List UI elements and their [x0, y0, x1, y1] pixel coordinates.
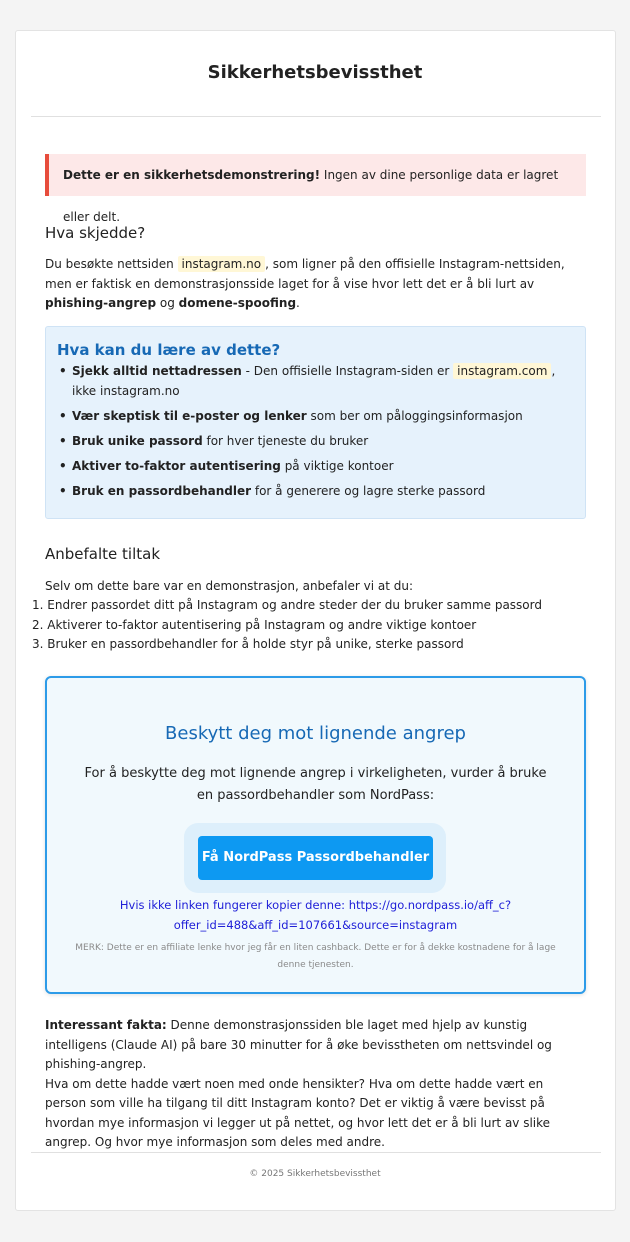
tip-text: , ikke instagram.no — [72, 364, 556, 398]
facts-text-2: Hva om dette hadde vært noen med onde hensikter? Hva om dette hadde vært en person som ville ha tilgang til ditt Instagram konto? Det er viktig å være bevisst på hvordan mye informasjon vi legger ut på nettet, og hvor lett det er å bli lurt av slike angrep. Og hvor mye informasjon som deles med andre. — [45, 1076, 551, 1149]
fallback-link[interactable]: Hvis ikke linken fungerer kopier denne: https://go.nordpass.io/aff_c?offer_id=488&aff_id=107661&source=instagram — [119, 898, 512, 932]
actions-heading: Anbefalte tiltak — [45, 545, 161, 563]
tip-bold: Bruk en passordbehandler — [72, 484, 252, 498]
what-happened-heading: Hva skjedde? — [45, 224, 146, 242]
tip-bold: Aktiver to-faktor autentisering — [72, 459, 281, 473]
tip-text: for hver tjeneste du bruker — [202, 434, 369, 448]
alert-strong: Dette er en sikkerhetsdemonstrering! — [63, 168, 321, 182]
header-divider — [31, 116, 601, 117]
tip-bold: Bruk unike passord — [72, 434, 203, 448]
cta-title: Beskytt deg mot lignende angrep — [165, 723, 466, 744]
action-step: 2. Aktiverer to-faktor autentisering på Instagram og andre viktige kontoer — [32, 617, 477, 632]
action-step: 3. Bruker en passordbehandler for å holde styr på unike, sterke passord — [32, 637, 464, 652]
wh-text-4: . — [296, 296, 300, 310]
tip-item — [57, 481, 577, 501]
alert-text: Ingen av dine personlige data er lagret eller delt. — [63, 168, 559, 224]
cta-text: For å beskytte deg mot lignende angrep i virkeligheten, vurder å bruke en passordbehandler som NordPass: — [84, 766, 547, 803]
tip-text: som ber om påloggingsinformasjon — [306, 409, 523, 423]
fake-domain-highlight: instagram.no — [178, 256, 266, 272]
tip-bold: Vær skeptisk til e-poster og lenker — [72, 409, 307, 423]
tip-item — [57, 456, 577, 476]
tip-text: for å generere og lagre sterke passord — [251, 484, 486, 498]
phishing-term: phishing-angrep — [45, 296, 157, 310]
tip-item — [57, 406, 577, 426]
spoofing-term: domene-spoofing — [178, 296, 297, 310]
actions-list — [32, 596, 542, 655]
nordpass-button[interactable]: Få NordPass Passordbehandler — [198, 836, 433, 880]
actions-intro: Selv om dette bare var en demonstrasjon, anbefaler vi at du: — [45, 579, 413, 593]
real-domain-highlight: instagram.com — [453, 363, 551, 379]
footer-text: © 2025 Sikkerhetsbevissthet — [249, 1169, 381, 1179]
tip-item — [57, 361, 577, 401]
affiliate-note: MERK: Dette er en affiliate lenke hvor jeg får en liten cashback. Dette er for å dekke kostnadene for å lage denne tjenesten. — [75, 943, 556, 970]
wh-text-3: og — [156, 296, 179, 310]
facts-text: Denne demonstrasjonssiden ble laget med hjelp av kunstig intelligens (Claude AI) på bare 30 minutter for å øke bevisstheten om nettsvindel og phishing-angrep. — [45, 1018, 552, 1071]
wh-text-2: , som ligner på den offisielle Instagram-nettsiden, men er faktisk en demonstrasjonsside laget for å vise hvor lett det er å bli lurt av — [45, 257, 565, 291]
demo-alert — [45, 154, 586, 224]
action-step: 1. Endrer passordet ditt på Instagram og andre steder der du bruker samme passord — [32, 598, 542, 612]
tips-list — [57, 361, 577, 506]
facts-label: Interessant fakta: — [45, 1018, 167, 1032]
facts-paragraph — [45, 1016, 585, 1153]
wh-text-1: Du besøkte nettsiden — [45, 257, 178, 271]
learn-title: Hva kan du lære av dette? — [57, 341, 281, 359]
page-title: Sikkerhetsbevissthet — [207, 62, 423, 83]
tip-text: på viktige kontoer — [280, 459, 394, 473]
what-happened-paragraph — [45, 255, 585, 314]
tip-text: - Den offisielle Instagram-siden er — [241, 364, 454, 378]
tip-item — [57, 431, 577, 451]
tip-bold: Sjekk alltid nettadressen — [72, 364, 242, 378]
footer-divider — [31, 1152, 601, 1153]
